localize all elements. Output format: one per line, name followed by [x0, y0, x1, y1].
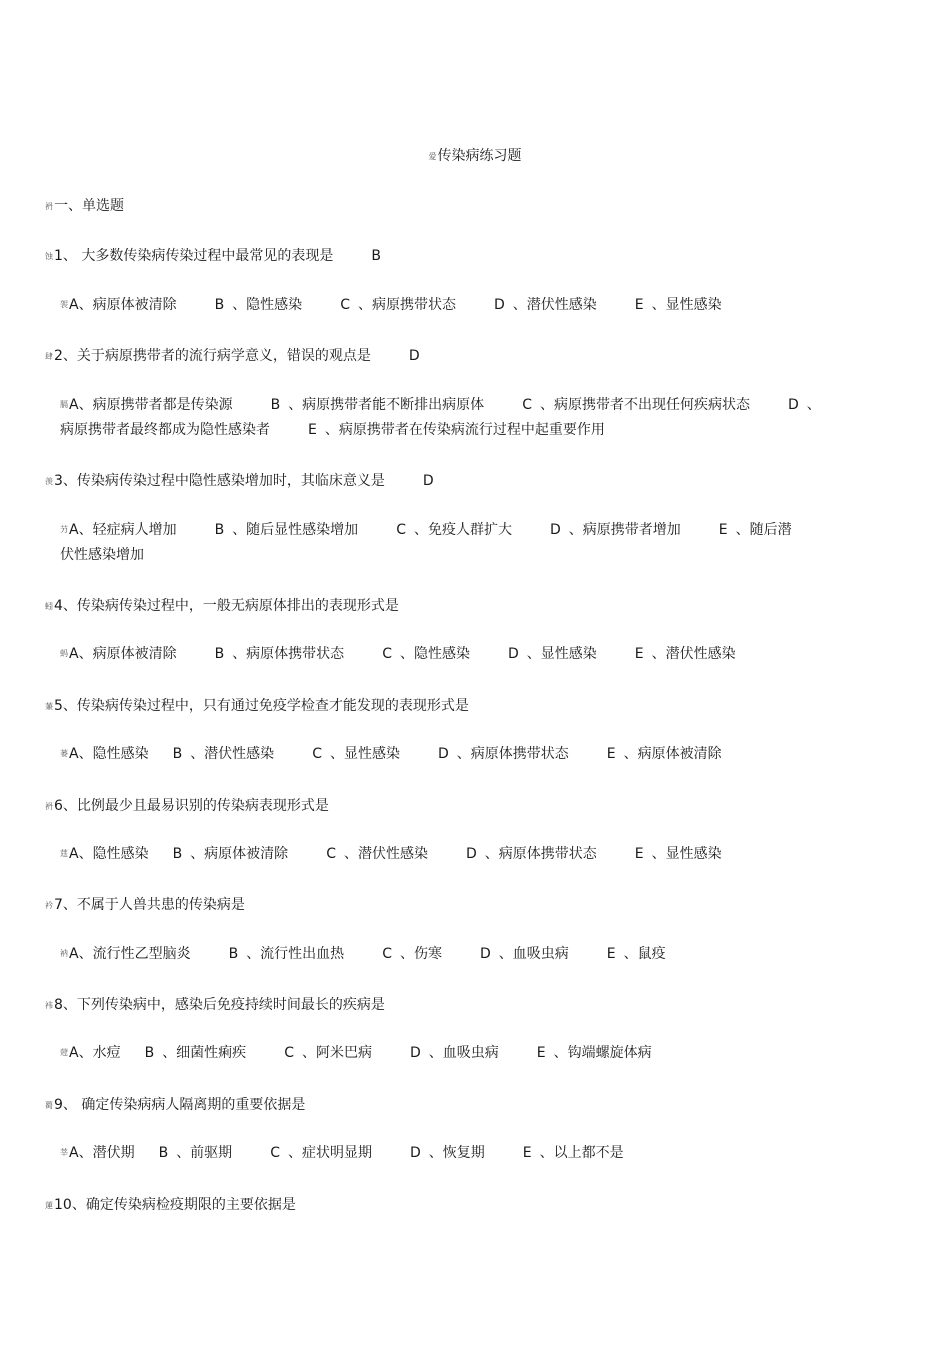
question-7: 衿7、不属于人兽共患的传染病是	[45, 897, 245, 913]
options-9: 莘A、潜伏期 B 、前驱期 C 、症状明显期 D 、恢复期 E 、以上都不是	[60, 1144, 624, 1161]
options-8: 蒄A、水痘 B 、细菌性痢疾 C 、阿米巴病 D 、血吸虫病 E 、钩端螺旋体病	[60, 1044, 652, 1061]
answer: B	[371, 248, 381, 264]
title-mark: 爱	[428, 151, 437, 161]
question-text: 1、 大多数传染病传染过程中最常见的表现是	[54, 248, 334, 264]
question-2: 肆2、关于病原携带者的流行病学意义，错误的观点是 D	[45, 348, 420, 364]
options-6: 莛A、隐性感染 B 、病原体被清除 C 、潜伏性感染 D 、病原体携带状态 E 、显性感染	[60, 845, 722, 862]
question-text: 10、确定传染病检疫期限的主要依据是	[54, 1197, 296, 1213]
question-6: 袇6、比例最少且最易识别的传染病表现形式是	[45, 798, 329, 814]
answer: D	[422, 473, 434, 489]
question-3: 羡3、传染病传染过程中隐性感染增加时，其临床意义是 D	[45, 473, 434, 489]
question-10: 蓮10、确定传染病检疫期限的主要依据是	[45, 1197, 296, 1213]
options-4: 蚂A、病原体被清除 B 、病原体携带状态 C 、隐性感染 D 、显性感染 E 、潜伏性感染	[60, 645, 736, 662]
question-text: 9、 确定传染病病人隔离期的重要依据是	[54, 1097, 306, 1113]
answer: D	[408, 348, 420, 364]
question-text: 7、不属于人兽共患的传染病是	[54, 897, 245, 913]
question-text: 4、传染病传染过程中，一般无病原体排出的表现形式是	[54, 598, 399, 614]
title-text: 传染病练习题	[437, 148, 522, 164]
section-heading: 袇一、单选题	[45, 198, 124, 214]
question-8: 袆8、下列传染病中，感染后免疫持续时间最长的疾病是	[45, 997, 385, 1013]
question-9: 薥9、 确定传染病病人隔离期的重要依据是	[45, 1097, 306, 1113]
options-1: 袈A、病原体被清除 B 、隐性感染 C 、病原携带状态 D 、潜伏性感染 E 、显性感染	[60, 296, 722, 313]
question-text: 2、关于病原携带者的流行病学意义，错误的观点是	[54, 348, 371, 364]
options-3: 芀A、轻症病人增加 B 、随后显性感染增加 C 、免疫人群扩大 D 、病原携带者增加 E 、随后潜 伏性感染增加	[60, 521, 792, 563]
options-7: 衲A、流行性乙型脑炎 B 、流行性出血热 C 、伤寒 D 、血吸虫病 E 、鼠疫	[60, 945, 666, 962]
question-text: 5、传染病传染过程中，只有通过免疫学检查才能发现的表现形式是	[54, 698, 469, 714]
options-2: 膈A、病原携带者都是传染源 B 、病原携带者能不断排出病原体 C 、病原携带者不出现任何疾病状态 D 、 病原携带者最终都成为隐性感染者 E 、病原携带者在传染病流行过程中起重要作用	[60, 396, 821, 438]
question-text: 8、下列传染病中，感染后免疫持续时间最长的疾病是	[54, 997, 385, 1013]
question-5: 蒹5、传染病传染过程中，只有通过免疫学检查才能发现的表现形式是	[45, 698, 469, 714]
question-4: 蚓4、传染病传染过程中，一般无病原体排出的表现形式是	[45, 598, 399, 614]
question-1: 蚀1、 大多数传染病传染过程中最常见的表现是 B	[45, 248, 381, 264]
document-title	[0, 145, 950, 165]
options-5: 蒌A、隐性感染 B 、潜伏性感染 C 、显性感染 D 、病原体携带状态 E 、病原体被清除	[60, 745, 722, 762]
question-text: 6、比例最少且最易识别的传染病表现形式是	[54, 798, 329, 814]
question-text: 3、传染病传染过程中隐性感染增加时，其临床意义是	[54, 473, 385, 489]
